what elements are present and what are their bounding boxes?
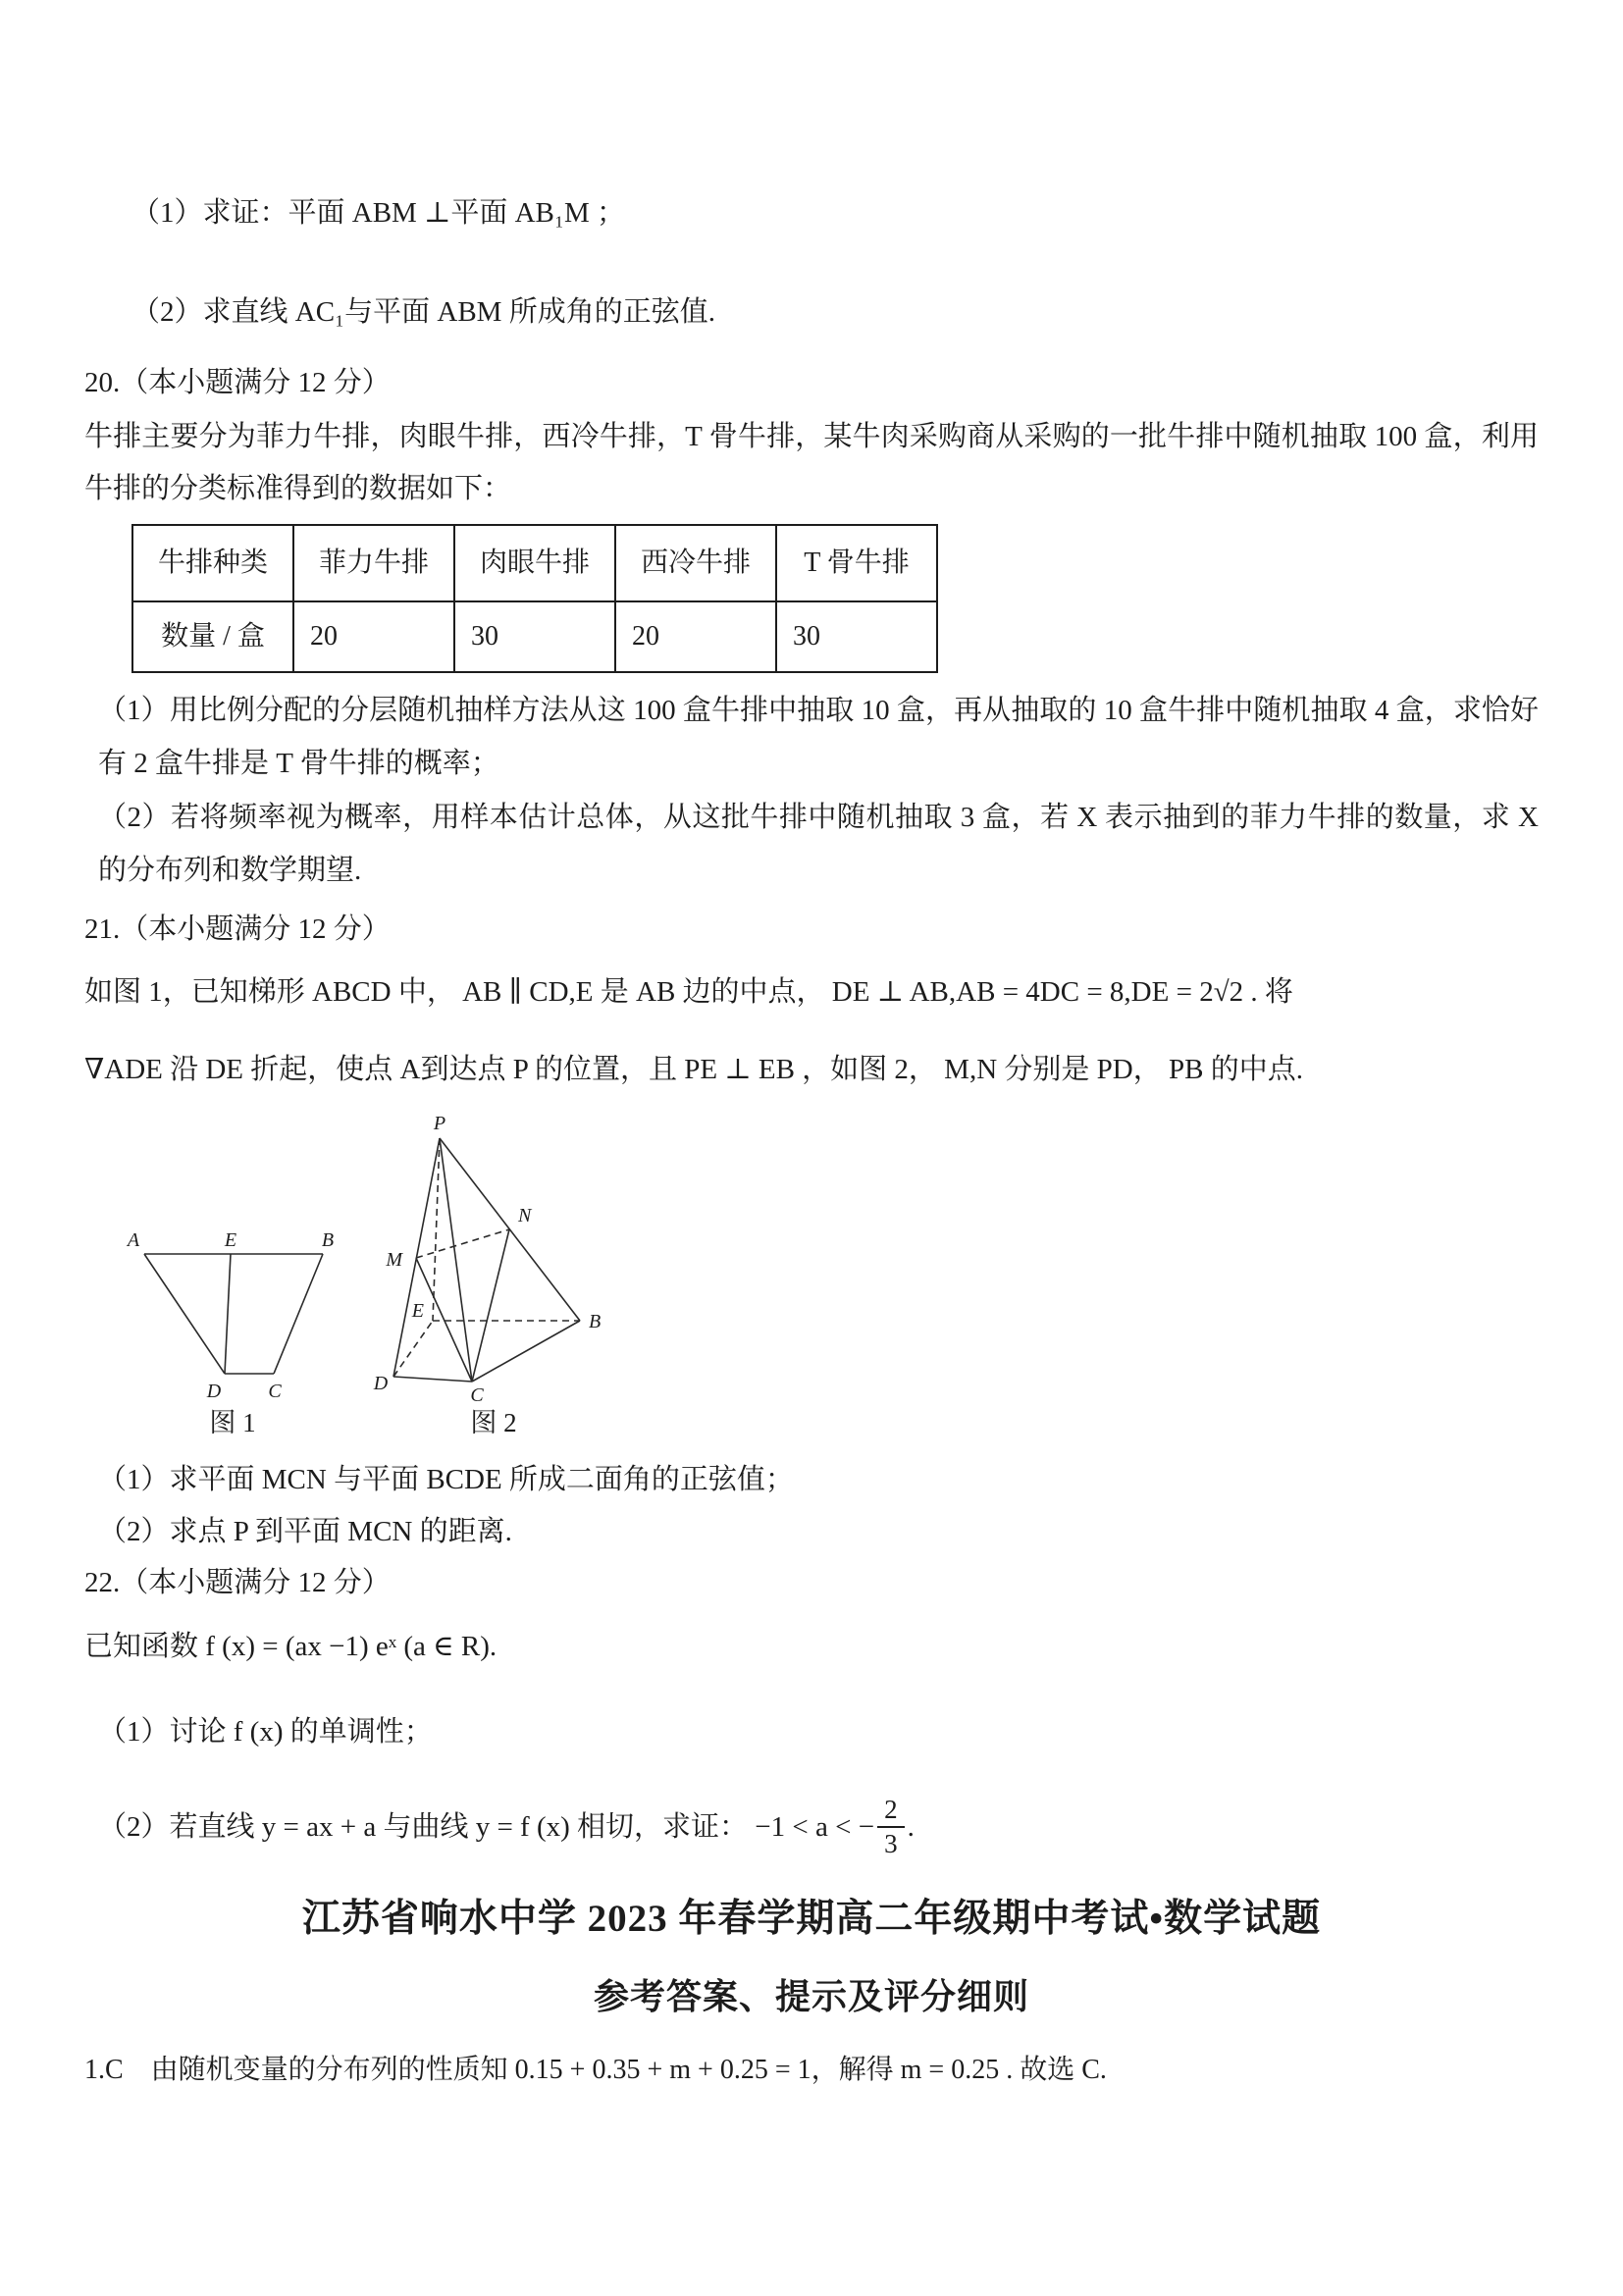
steak-type-table [131,524,938,673]
fig2-point-P-label: P [433,1117,446,1135]
figure-1 [120,1226,345,1442]
fig2-point-C-label: C [470,1384,484,1404]
answers-section-subtitle: 参考答案、提示及评分细则 [593,1976,1029,2016]
fig1-point-E-label: E [224,1229,237,1252]
table-row-label: 数量 / 盒 [132,601,293,672]
figure-2 [371,1117,616,1442]
table-header-cell: 西冷牛排 [615,525,776,601]
table-header-cell: 牛排种类 [132,525,293,601]
q20-intro: 牛排主要分为菲力牛排，肉眼牛排，西冷牛排，T 骨牛排，某牛肉采购商从采购的一批牛排中随机抽取 100 盒，利用牛排的分类标准得到的数据如下： [84,420,1539,505]
q22-header: 22.（本小题满分 12 分） [84,1567,391,1599]
q22-part2-text: （2）若直线 y = ax + a 与曲线 y = f (x) 相切，求证： −1 < a < − [98,1810,875,1843]
table-value-cell: 30 [454,601,615,672]
q21-intro-line2: ∇ADE 沿 DE 折起，使点 A到达点 P 的位置，且 PE ⊥ EB ，如图 2， M,N 分别是 PD， PB 的中点. [84,1053,1303,1085]
q21-part2: （2）求点 P 到平面 MCN 的距离. [98,1515,512,1547]
q20-part2: （2）若将频率视为概率，用样本估计总体，从这批牛排中随机抽取 3 盒，若 X 表示抽到的菲力牛排的数量，求 X 的分布列和数学期望. [98,802,1539,886]
q21-header: 21.（本小题满分 12 分） [84,913,391,945]
table-value-cell: 20 [293,601,454,672]
figures-row [120,1117,1539,1442]
q22-part2-period: . [907,1810,915,1843]
figure-1-caption: 图 1 [209,1408,256,1438]
table-value-cell: 30 [776,601,937,672]
figure-1-trapezoid-diagram [120,1226,345,1403]
fig1-point-B-label: B [321,1229,335,1252]
figure-2-caption: 图 2 [470,1408,517,1438]
q20-part1: （1）用比例分配的分层随机抽样方法从这 100 盒牛排中抽取 10 盒，再从抽取的 10 盒牛排中随机抽取 4 盒，求恰好有 2 盒牛排是 T 骨牛排的概率； [98,695,1539,779]
fraction-numerator: 2 [877,1795,905,1828]
fig1-point-D-label: D [206,1381,222,1403]
q22-intro: 已知函数 f (x) = (ax −1) eˣ (a ∈ R). [84,1630,497,1662]
answers-section-title: 江苏省响水中学 2023 年春学期高二年级期中考试•数学试题 [301,1898,1322,1941]
q22-part2 [84,1795,1539,1859]
fig2-point-D-label: D [373,1373,389,1395]
q22-part1: （1）讨论 f (x) 的单调性； [98,1715,433,1748]
q19-part2: （2）求直线 AC₁与平面 ABM 所成角的正弦值. [131,295,715,328]
fraction-denominator: 3 [884,1829,898,1859]
table-value-cell: 20 [615,601,776,672]
table-header-cell: T 骨牛排 [776,525,937,601]
table-header-cell: 菲力牛排 [293,525,454,601]
table-header-cell: 肉眼牛排 [454,525,615,601]
table-data-row [132,601,937,672]
fig2-point-B-label: B [589,1311,602,1333]
fig1-point-A-label: A [127,1229,140,1252]
answer-item-1: 1.C 由随机变量的分布列的性质知 0.15 + 0.35 + m + 0.25 = 1，解得 m = 0.25 . 故选 C. [84,2055,1107,2086]
table-header-row [132,525,937,601]
fig2-point-N-label: N [518,1205,532,1227]
q21-intro-line1: 如图 1，已知梯形 ABCD 中， AB ∥ CD,E 是 AB 边的中点， DE ⊥ AB,AB = 4DC = 8,DE = 2√2 . 将 [84,976,1293,1009]
q19-part1: （1）求证：平面 ABM ⊥平面 AB₁M ； [131,197,626,229]
fraction-two-thirds [877,1795,905,1859]
q21-part1: （1）求平面 MCN 与平面 BCDE 所成二面角的正弦值； [98,1464,794,1496]
figure-2-solid-diagram [371,1117,616,1403]
fig2-point-M-label: M [386,1249,402,1272]
fig2-point-E-label: E [411,1300,424,1323]
fig1-point-C-label: C [268,1381,282,1403]
q20-header: 20.（本小题满分 12 分） [84,367,391,399]
